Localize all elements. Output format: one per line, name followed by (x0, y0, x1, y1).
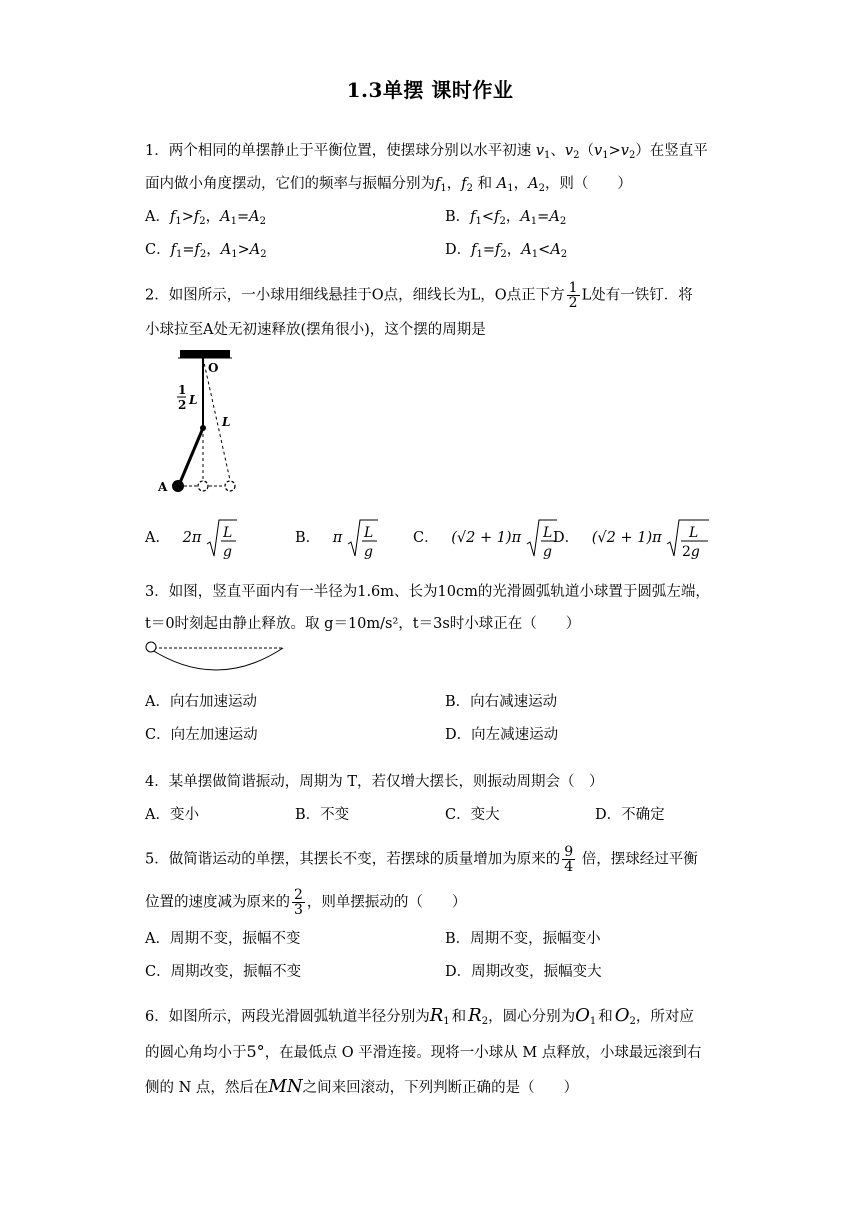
q4-option-b[interactable]: B．不变 (295, 807, 350, 823)
q3-line2: t＝0时刻起由静止释放。取 g＝10m/s²，t＝3s时小球正在（ ） (145, 616, 581, 632)
q1-paren-open: （ (579, 143, 594, 159)
svg-text:g: g (542, 544, 552, 560)
label-half-den: 2 (178, 398, 187, 412)
ceiling (180, 350, 230, 358)
svg-text:g: g (222, 544, 232, 560)
svg-text:2g: 2g (682, 544, 701, 560)
label-l1: L (189, 393, 198, 407)
svg-text:L: L (363, 525, 374, 541)
q3-option-b[interactable]: B．向右减速运动 (445, 694, 558, 710)
q1-option-a[interactable]: A．$f_1>f_2$，$A_1=A_2$ (145, 209, 267, 227)
q1-line1-tail: ）在竖直平 (635, 143, 708, 159)
q2-fraction: $\frac{1}{2}$ (568, 280, 578, 311)
q5-line2-text: 位置的速度减为原来的 (145, 894, 290, 911)
svg-text:L: L (222, 525, 233, 541)
q5-line2-tail: ，则单摆振动的（ ） (306, 894, 467, 911)
q6-line3 (145, 1077, 578, 1098)
q6-line1-mid: ，圆心分别为 (488, 1009, 576, 1025)
ball (146, 642, 156, 652)
q6-r1: R (429, 1005, 444, 1026)
q1-option-b[interactable]: B．$f_1<f_2$，$A_1=A_2$ (445, 209, 567, 227)
q1-line1: 1．两个相同的单摆静止于平衡位置，使摆球分别以水平初速 $v_1$、$v_2(v_1>v_2)$在竖直平 (145, 143, 708, 161)
q3-option-d[interactable]: D．向左减速运动 (445, 727, 559, 743)
q6-angle: 5° (246, 1042, 265, 1061)
q6-o2: O (614, 1005, 630, 1026)
q1-option-d[interactable]: D．$f_1=f_2$，$A_1<A_2$ (445, 242, 568, 260)
q1-line2-tail: ，则（ ） (544, 176, 632, 192)
label-half-num: 1 (178, 383, 187, 397)
q6-o1: O (575, 1005, 590, 1026)
q4-line1: 4．某单摆做简谐振动，周期为 T，若仅增大摆长，则振动周期会（ ） (145, 774, 604, 790)
q3-arc-track-figure (143, 640, 288, 676)
q2-option-a[interactable]: A． 2π L g (145, 528, 238, 548)
q6-line2 (145, 1042, 701, 1063)
q6-line2-text: 的圆心角均小于 (145, 1045, 247, 1061)
q5-option-b[interactable]: B．周期不变，振幅变小 (445, 931, 601, 947)
q5-line1 (145, 845, 698, 874)
q6-mn: MN (268, 1076, 303, 1097)
q5-line1-tail: 倍，摆球经过平衡 (577, 851, 698, 868)
q5-line2 (145, 888, 466, 917)
q2-line1-tail: L处有一铁钉．将 (581, 287, 693, 304)
q6-line1: 6．如图所示，两段光滑圆弧轨道半径分别为$R_1$ 和 $R_2$，圆心分别为$O_1$ 和 $O_2$，所对应 (145, 1005, 694, 1027)
ball-right (225, 481, 235, 491)
q3-option-c[interactable]: C．向左加速运动 (145, 727, 258, 743)
q4-option-c[interactable]: C．变大 (445, 807, 500, 823)
q5-option-a[interactable]: A．周期不变，振幅不变 (145, 931, 301, 947)
q4-option-a[interactable]: A．变小 (145, 807, 199, 823)
q2-option-d[interactable]: D． (√2 + 1)π L 2g (553, 528, 710, 548)
q6-line1-text: 6．如图所示，两段光滑圆弧轨道半径分别为 (145, 1009, 430, 1025)
svg-text:g: g (363, 544, 373, 560)
q1-line1-text: 1．两个相同的单摆静止于平衡位置，使摆球分别以水平初速 (145, 143, 536, 159)
page-title: 1.3单摆 课时作业 (346, 78, 514, 102)
string-lower (179, 428, 203, 485)
svg-text:L: L (689, 525, 699, 541)
q2-option-c[interactable]: C． (√2 + 1)π L g (413, 528, 558, 548)
label-l2: L (222, 415, 231, 429)
ball-a (172, 480, 184, 492)
q6-and-2: 和 (598, 1009, 613, 1025)
q5-fraction-1: $\frac{9}{4}$ (564, 844, 574, 875)
q2-line2: 小球拉至A处无初速释放(摆角很小)，这个摆的周期是 (145, 322, 486, 338)
q5-option-d[interactable]: D．周期改变，振幅变大 (445, 964, 602, 980)
q6-line3-tail: 之间来回滚动，下列判断正确的是（ ） (302, 1080, 579, 1096)
q6-line3-text: 侧的 N 点，然后在 (145, 1080, 269, 1096)
q3-option-a[interactable]: A．向右加速运动 (145, 694, 257, 710)
q1-line2-text: 面内做小角度摆动，它们的频率与振幅分别为 (145, 176, 435, 192)
svg-text:L: L (542, 525, 553, 541)
q2-pendulum-figure (150, 350, 250, 498)
q5-option-c[interactable]: C．周期改变，振幅不变 (145, 964, 302, 980)
q2-line1 (145, 281, 693, 310)
label-o: O (208, 361, 219, 375)
q2-option-b[interactable]: B． π L g (295, 528, 379, 548)
arc-track (149, 648, 283, 670)
q1-option-c[interactable]: C．$f_1=f_2$，$A_1>A_2$ (145, 242, 267, 260)
q6-and-1: 和 (451, 1009, 467, 1025)
q6-line1-tail: ，所对应 (635, 1009, 694, 1025)
q6-r2: R (468, 1005, 482, 1026)
q1-line2: 面内做小角度摆动，它们的频率与振幅分别为$f_1$，$f_2$ 和 $A_1$，$A_2$，则（ ） (145, 176, 632, 194)
q3-line1: 3．如图，竖直平面内有一半径为1.6m、长为10cm的光滑圆弧轨道小球置于圆弧左端， (145, 584, 710, 600)
q4-option-d[interactable]: D．不确定 (595, 807, 665, 823)
q5-line1-text: 5．做简谐运动的单摆，其摆长不变，若摆球的质量增加为原来的 (145, 851, 561, 868)
ball-mid (198, 481, 208, 491)
label-a: A (158, 480, 168, 494)
q6-line2-tail: ，在最低点 O 平滑连接。现将一小球从 M 点释放，小球最远滚到右 (264, 1045, 702, 1061)
q5-fraction-2: $\frac{2}{3}$ (294, 887, 303, 918)
q2-line1-text: 2．如图所示，一小球用细线悬挂于O点，细线长为L，O点正下方 (145, 287, 565, 304)
